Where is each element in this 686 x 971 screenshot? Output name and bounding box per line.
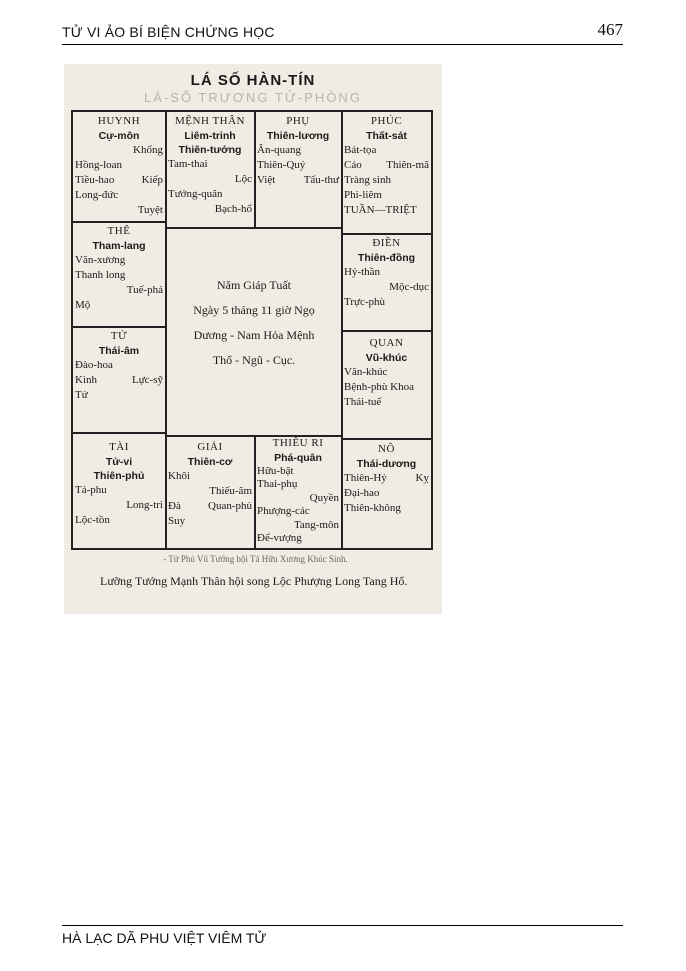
grid-line [73, 432, 165, 434]
palace-phuc [342, 114, 431, 233]
palace-quan [342, 336, 431, 438]
palace-name: PHÚC [370, 115, 403, 127]
chart-center-info [168, 233, 340, 435]
cuc: Thổ - Ngũ - Cục. [212, 353, 296, 367]
main-star: Thiên-phủ [93, 470, 145, 482]
main-star: Cự-môn [98, 130, 140, 142]
page-number: 467 [597, 20, 623, 39]
star: Phi-liêm [344, 189, 382, 201]
palace-huynh [73, 114, 165, 221]
star: Hồng-loan [75, 159, 123, 171]
star: Tuyệt [137, 204, 163, 216]
palace-name: ĐIỀN [372, 237, 401, 249]
star: Hữu-bật [257, 464, 294, 477]
star: Văn-xương [75, 254, 126, 266]
star: Tràng sinh [344, 174, 391, 186]
star: Ân-quang [257, 144, 301, 156]
star: Văn-khúc [344, 366, 388, 378]
grid-line [341, 330, 433, 332]
palace-name: TỬ [110, 330, 128, 342]
grid-line [341, 438, 433, 440]
grid-line [341, 233, 433, 235]
palace-tai [73, 440, 165, 550]
tuan-triet: TUẦN—TRIỆT [344, 204, 417, 216]
main-star: Phá-quân [274, 451, 322, 464]
header-title: TỬ VI ẢO BÍ BIỆN CHỨNG HỌC [62, 24, 275, 40]
palace-name: TÀI [109, 441, 129, 453]
star: Tiều-hao [75, 174, 115, 186]
grid-line [73, 221, 165, 223]
star: Đế-vượng [257, 532, 302, 544]
chart-note: Lưỡng Tướng Mạnh Thân hội song Lộc Phượng Long Tang Hổ. [100, 574, 408, 588]
main-star: Thái-dương [356, 458, 417, 470]
main-star: Tham-lang [92, 240, 146, 252]
palace-name: HUYNH [97, 115, 141, 127]
palace-the [73, 224, 165, 326]
main-star: Thiên-tướng [178, 144, 242, 156]
star: Bạch-hổ [214, 203, 252, 215]
star: Thiên-không [344, 502, 401, 514]
main-star: Tử-vi [105, 456, 133, 468]
star: Suy [168, 515, 186, 527]
star: Bát-tọa [344, 144, 377, 156]
gender-element: Dương - Nam Hỏa Mệnh [193, 328, 315, 342]
star: Khôi [168, 470, 190, 482]
star: Thiếu-âm [209, 485, 252, 497]
star: Việt [257, 174, 276, 186]
star: Lộc-tồn [75, 514, 110, 526]
palace-tu [73, 329, 165, 432]
grid-line [73, 326, 165, 328]
page-header [62, 20, 623, 45]
main-star: Thiên-lương [266, 130, 330, 142]
star: Lộc [234, 173, 252, 185]
star: Đà [168, 500, 181, 512]
star: Mộc-dục [389, 281, 429, 293]
palace-dien [342, 236, 431, 330]
star: Thiên-Hỷ [344, 472, 387, 484]
star: Hỷ-thần [344, 266, 381, 278]
page-footer [62, 925, 623, 946]
star: Tang-môn [293, 518, 339, 531]
horoscope-grid [71, 110, 433, 550]
star: Cáo [344, 159, 362, 171]
main-star: Vũ-khúc [365, 352, 408, 364]
star: Thiên-Quý [257, 159, 306, 171]
star: Quyền [309, 491, 339, 504]
horoscope-chart-scan [64, 64, 442, 614]
palace-name: THIÊU RI [272, 437, 324, 449]
footer-title: HÀ LẠC DÃ PHU VIỆT VIÊM TỬ [62, 930, 267, 946]
star: Mộ [75, 299, 91, 311]
star: Đại-hao [344, 487, 380, 499]
birth-date-time: Ngày 5 tháng 11 giờ Ngọ [193, 303, 315, 317]
chart-title: LÁ SỐ HÀN-TÍN [190, 72, 316, 89]
main-star: Thiên-cơ [187, 456, 233, 468]
star: Thanh long [75, 269, 126, 281]
palace-no [342, 442, 431, 550]
palace-name: GIẢI [197, 441, 223, 453]
main-star: Thiên-đồng [357, 252, 416, 264]
star: Tam-thai [168, 158, 208, 170]
bleed-through-text: LÁ-SỐ TRƯƠNG TỬ-PHÒNG [144, 90, 362, 105]
star: Tả-phu [75, 484, 107, 496]
palace-name: MỆNH THÂN [175, 115, 245, 127]
palace-name: NÔ [378, 443, 395, 455]
star: Bệnh-phù Khoa [344, 381, 414, 393]
star: Long-đức [75, 189, 119, 201]
main-star: Thất-sát [366, 130, 407, 142]
palace-giai [166, 440, 254, 550]
main-star: Thái-âm [98, 345, 140, 357]
star: Thiên-mã [386, 159, 429, 171]
star: Long-trì [126, 499, 163, 511]
star: Kiếp [141, 174, 163, 186]
faded-caption: - Tử Phủ Vũ Tướng hội Tả Hữu Xương Khúc Sinh. [163, 554, 348, 564]
palace-name: THÊ [107, 225, 131, 237]
star: Tử [75, 389, 88, 401]
star: Tấu-thư [303, 174, 339, 186]
star: Kỵ [415, 472, 429, 484]
main-star: Liêm-trinh [184, 130, 236, 142]
grid-line [165, 227, 341, 229]
palace-name: QUAN [369, 337, 404, 349]
star: Thái-tuế [344, 396, 382, 408]
star: Tướng-quân [168, 188, 223, 200]
palace-menh-than [166, 114, 254, 227]
star: Tuế-phá [126, 284, 163, 296]
palace-thieu-ri [255, 437, 341, 550]
star: Kình [75, 374, 97, 386]
star: Trực-phù [344, 296, 386, 308]
star: Khổng [133, 144, 163, 156]
star: Phượng-các [257, 505, 310, 517]
star: Thai-phụ [257, 478, 298, 490]
birth-year: Năm Giáp Tuất [216, 278, 291, 292]
palace-name: PHỤ [286, 115, 310, 127]
star: Đào-hoa [75, 359, 113, 371]
star: Lực-sỹ [131, 374, 163, 386]
star: Quan-phủ [208, 500, 252, 512]
palace-phu [255, 114, 341, 227]
